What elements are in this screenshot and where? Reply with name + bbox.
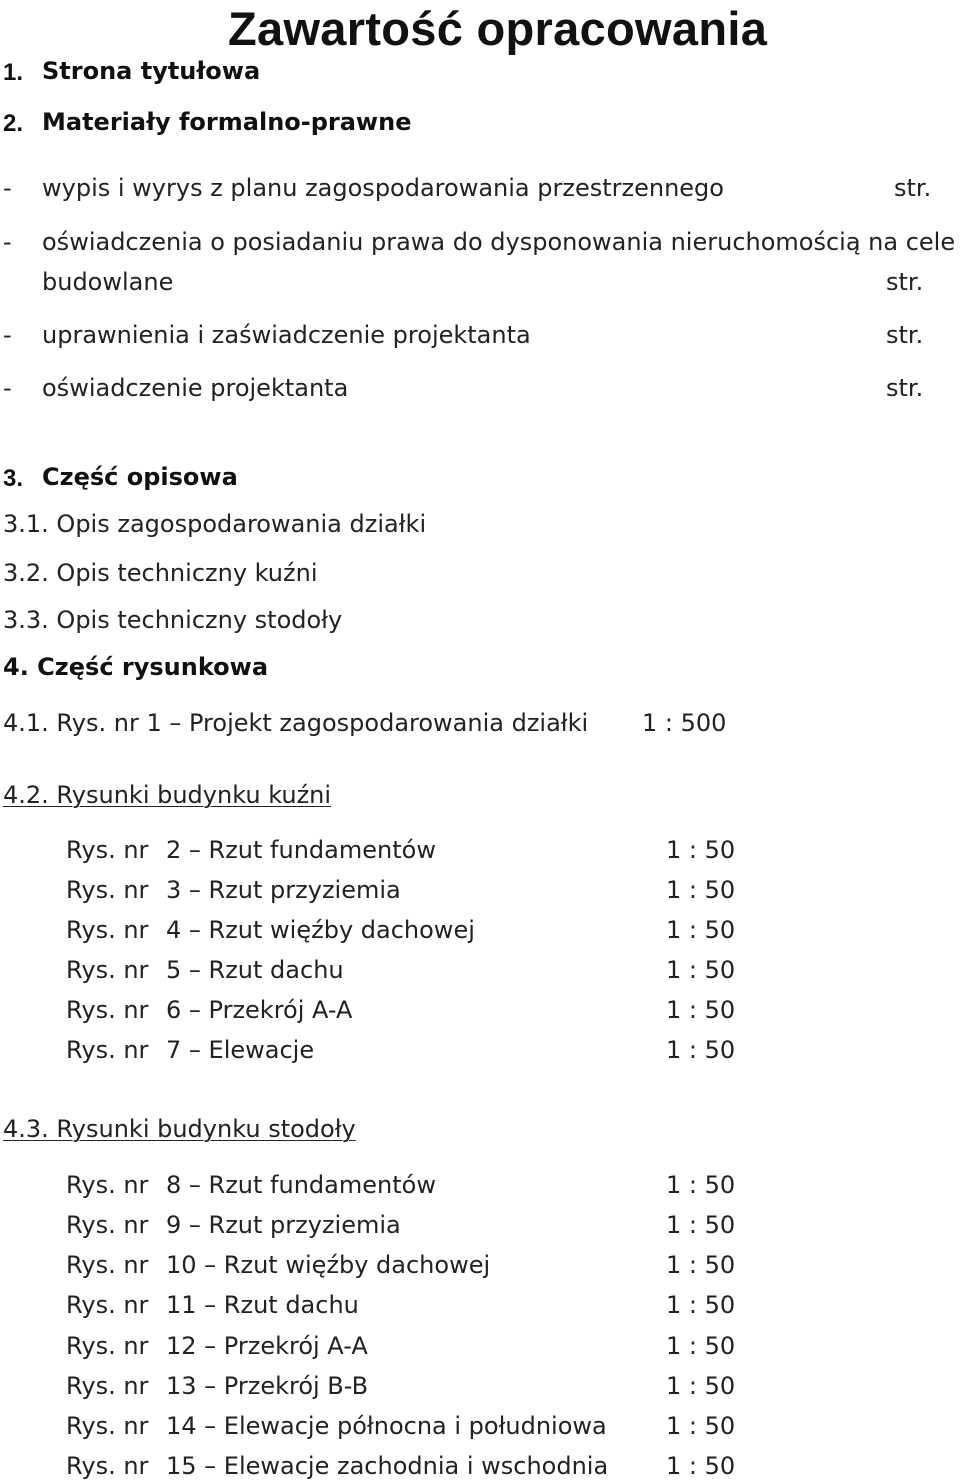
drawing-title: 8 – Rzut fundamentów (166, 1171, 436, 1199)
formal-item-page: str. (894, 174, 932, 202)
drawing-prefix: Rys. nr (66, 916, 149, 944)
drawing-title: 6 – Przekrój A-A (166, 996, 353, 1024)
descriptive-item: 3.3. Opis techniczny stodoły (3, 606, 343, 634)
drawing-prefix: Rys. nr (66, 1291, 149, 1319)
drawing-title: 7 – Elewacje (166, 1036, 315, 1064)
drawing-scale: 1 : 50 (666, 1332, 736, 1360)
formal-item-page: str. (886, 268, 924, 296)
drawing-scale: 1 : 50 (666, 1452, 736, 1480)
drawing-title: 14 – Elewacje północna i południowa (166, 1412, 607, 1440)
drawing-title: 2 – Rzut fundamentów (166, 836, 436, 864)
drawing-title: 10 – Rzut więźby dachowej (166, 1251, 491, 1279)
kuznia-heading: 4.2. Rysunki budynku kuźni (3, 781, 332, 809)
drawing-prefix: Rys. nr (66, 1412, 149, 1440)
descriptive-item: 3.2. Opis techniczny kuźni (3, 559, 318, 587)
drawing-scale: 1 : 50 (666, 996, 736, 1024)
section-2-title: Materiały formalno-prawne (42, 108, 412, 136)
drawing-prefix: Rys. nr (66, 1372, 149, 1400)
list-item-dash: - (3, 374, 12, 402)
section-4-title: 4. Część rysunkowa (3, 653, 269, 681)
drawing-prefix: Rys. nr (66, 836, 149, 864)
drawing-prefix: Rys. nr (66, 1211, 149, 1239)
list-item-dash: - (3, 321, 12, 349)
formal-item-text: oświadczenie projektanta (42, 374, 349, 402)
drawing-scale: 1 : 50 (666, 1171, 736, 1199)
drawing-title: 5 – Rzut dachu (166, 956, 344, 984)
drawing-prefix: Rys. nr (66, 996, 149, 1024)
drawing-title: 15 – Elewacje zachodnia i wschodnia (166, 1452, 609, 1480)
formal-item-text: oświadczenia o posiadaniu prawa do dysponowania nieruchomością na cele (42, 228, 956, 256)
drawing-scale: 1 : 50 (666, 1251, 736, 1279)
drawing-scale: 1 : 50 (666, 1291, 736, 1319)
drawing-scale: 1 : 50 (666, 1036, 736, 1064)
drawing-prefix: Rys. nr (66, 956, 149, 984)
drawing-title: 9 – Rzut przyziemia (166, 1211, 401, 1239)
section-3-number: 3. (3, 465, 24, 492)
formal-item-page: str. (886, 321, 924, 349)
drawing-title: 12 – Przekrój A-A (166, 1332, 368, 1360)
page-title: Zawartość opracowania (228, 2, 768, 55)
drawing-prefix: Rys. nr (66, 876, 149, 904)
list-item-dash: - (3, 174, 12, 202)
drawing-prefix: Rys. nr (66, 1452, 149, 1480)
drawing-scale: 1 : 50 (666, 956, 736, 984)
section-2-number: 2. (3, 110, 24, 137)
drawing-prefix: Rys. nr (66, 1036, 149, 1064)
drawing-prefix: Rys. nr (66, 1332, 149, 1360)
drawing-scale: 1 : 50 (666, 1372, 736, 1400)
formal-item-page: str. (886, 374, 924, 402)
drawing-scale: 1 : 50 (666, 916, 736, 944)
drawing-title: 3 – Rzut przyziemia (166, 876, 401, 904)
list-item-dash: - (3, 228, 12, 256)
section-3-title: Część opisowa (42, 463, 238, 491)
descriptive-item: 3.1. Opis zagospodarowania działki (3, 510, 427, 538)
drawing-title: 4 – Rzut więźby dachowej (166, 916, 475, 944)
drawing-main-scale: 1 : 500 (642, 709, 727, 737)
section-1-number: 1. (3, 59, 24, 86)
drawing-scale: 1 : 50 (666, 876, 736, 904)
formal-item-text-continued: budowlane (42, 268, 174, 296)
stodola-heading: 4.3. Rysunki budynku stodoły (3, 1115, 356, 1143)
drawing-title: 11 – Rzut dachu (166, 1291, 359, 1319)
drawing-scale: 1 : 50 (666, 1211, 736, 1239)
drawing-prefix: Rys. nr (66, 1251, 149, 1279)
drawing-prefix: Rys. nr (66, 1171, 149, 1199)
section-1-title: Strona tytułowa (42, 57, 261, 85)
drawing-title: 13 – Przekrój B-B (166, 1372, 369, 1400)
formal-item-text: uprawnienia i zaświadczenie projektanta (42, 321, 531, 349)
drawing-scale: 1 : 50 (666, 836, 736, 864)
drawing-main-label: 4.1. Rys. nr 1 – Projekt zagospodarowania działki (3, 709, 589, 737)
drawing-scale: 1 : 50 (666, 1412, 736, 1440)
formal-item-text: wypis i wyrys z planu zagospodarowania przestrzennego (42, 174, 724, 202)
